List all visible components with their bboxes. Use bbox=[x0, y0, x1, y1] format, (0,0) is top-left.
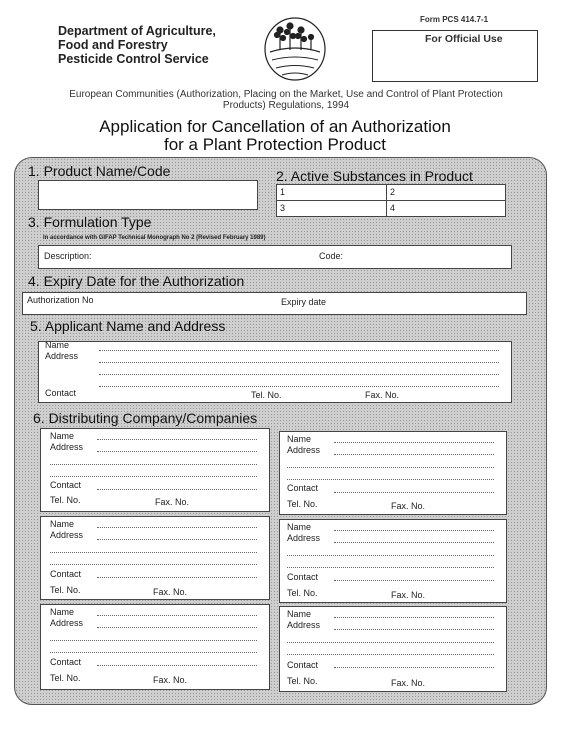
distributor-contact-line[interactable] bbox=[97, 577, 257, 578]
section-2-heading: 2. Active Substances in Product bbox=[276, 168, 473, 184]
distributor-tel-label: Tel. No. bbox=[287, 588, 318, 598]
distributor-tel-label: Tel. No. bbox=[287, 676, 318, 686]
distributor-contact-line[interactable] bbox=[334, 667, 494, 668]
applicant-address-line[interactable] bbox=[99, 362, 499, 363]
formulation-note: In accordance with GIFAP Technical Monograph No 2 (Revised February 1989) bbox=[43, 235, 266, 241]
distributor-contact-line[interactable] bbox=[97, 489, 257, 490]
distributor-contact-line[interactable] bbox=[97, 665, 257, 666]
distributor-name-label: Name bbox=[50, 607, 75, 617]
department-line-1: Department of Agriculture, bbox=[58, 24, 216, 38]
distributor-contact-label: Contact bbox=[287, 483, 319, 493]
distributor-name-line[interactable] bbox=[334, 617, 494, 618]
applicant-address-label: Address bbox=[45, 351, 79, 361]
department-line-2: Food and Forestry bbox=[58, 38, 168, 52]
distributor-address-line[interactable] bbox=[50, 476, 257, 477]
department-logo bbox=[256, 14, 334, 84]
distributor-address-line[interactable] bbox=[334, 542, 494, 543]
distributor-address-line[interactable] bbox=[50, 564, 257, 565]
distributor-address-label: Address bbox=[50, 530, 84, 540]
department-line-3: Pesticide Control Service bbox=[58, 52, 209, 66]
distributor-address-label: Address bbox=[287, 620, 321, 630]
distributor-contact-label: Contact bbox=[50, 569, 82, 579]
code-field[interactable] bbox=[354, 248, 504, 265]
expiry-date-field[interactable] bbox=[343, 295, 513, 311]
distributor-box bbox=[279, 606, 507, 692]
distributor-address-line[interactable] bbox=[334, 629, 494, 630]
distributor-box bbox=[40, 516, 270, 600]
distributor-contact-label: Contact bbox=[50, 657, 82, 667]
form-title bbox=[40, 118, 510, 154]
distributor-address-line[interactable] bbox=[287, 479, 494, 480]
active-substance-cell[interactable]: 3 bbox=[280, 203, 286, 213]
distributor-address-line[interactable] bbox=[97, 451, 257, 452]
section-1-heading: 1. Product Name/Code bbox=[28, 163, 171, 179]
applicant-tel-label: Tel. No. bbox=[251, 390, 282, 400]
distributor-fax-label: Fax. No. bbox=[391, 590, 426, 600]
section-4-heading: 4. Expiry Date for the Authorization bbox=[28, 273, 245, 289]
distributor-address-line[interactable] bbox=[50, 552, 257, 553]
distributor-contact-line[interactable] bbox=[334, 580, 494, 581]
distributor-name-line[interactable] bbox=[97, 439, 257, 440]
form-title-line-1: Application for Cancellation of an Authorization bbox=[99, 117, 451, 136]
section-6-heading: 6. Distributing Company/Companies bbox=[33, 410, 258, 426]
distributor-name-label: Name bbox=[287, 609, 312, 619]
distributor-address-line[interactable] bbox=[287, 642, 494, 643]
distributor-tel-label: Tel. No. bbox=[50, 495, 81, 505]
applicant-fax-label: Fax. No. bbox=[365, 390, 400, 400]
distributor-name-label: Name bbox=[50, 519, 75, 529]
product-name-field[interactable] bbox=[38, 180, 258, 210]
distributor-tel-label: Tel. No. bbox=[50, 585, 81, 595]
distributor-tel-label: Tel. No. bbox=[287, 499, 318, 509]
applicant-name-line[interactable] bbox=[99, 350, 499, 351]
distributor-tel-label: Tel. No. bbox=[50, 673, 81, 683]
applicant-address-line[interactable] bbox=[99, 386, 499, 387]
distributor-address-label: Address bbox=[50, 618, 84, 628]
distributor-box bbox=[279, 519, 507, 603]
distributor-fax-label: Fax. No. bbox=[391, 678, 426, 688]
distributor-box bbox=[40, 604, 270, 690]
description-label: Description: bbox=[44, 251, 92, 261]
code-label: Code: bbox=[319, 251, 344, 261]
distributor-address-line[interactable] bbox=[287, 567, 494, 568]
distributor-name-line[interactable] bbox=[334, 530, 494, 531]
distributor-contact-line[interactable] bbox=[334, 492, 494, 493]
distributor-name-line[interactable] bbox=[97, 615, 257, 616]
expiry-date-label: Expiry date bbox=[281, 297, 327, 307]
distributor-contact-label: Contact bbox=[287, 572, 319, 582]
description-field[interactable] bbox=[109, 248, 309, 265]
distributor-contact-label: Contact bbox=[287, 660, 319, 670]
active-substance-cell[interactable]: 2 bbox=[390, 187, 396, 197]
distributor-name-label: Name bbox=[50, 431, 75, 441]
distributor-address-line[interactable] bbox=[287, 467, 494, 468]
applicant-address-line[interactable] bbox=[99, 374, 499, 375]
distributor-address-line[interactable] bbox=[50, 640, 257, 641]
distributor-box bbox=[40, 428, 270, 512]
authorization-no-field[interactable] bbox=[111, 295, 271, 311]
distributor-address-line[interactable] bbox=[97, 627, 257, 628]
distributor-address-line[interactable] bbox=[50, 464, 257, 465]
distributor-address-line[interactable] bbox=[287, 654, 494, 655]
distributor-address-label: Address bbox=[287, 533, 321, 543]
applicant-name-label: Name bbox=[45, 340, 70, 350]
distributor-contact-label: Contact bbox=[50, 480, 82, 490]
applicant-box bbox=[38, 341, 512, 403]
distributor-address-label: Address bbox=[50, 442, 84, 452]
department-name bbox=[58, 24, 216, 66]
distributor-box bbox=[279, 431, 507, 515]
distributor-address-line[interactable] bbox=[50, 652, 257, 653]
form-title-line-2: for a Plant Protection Product bbox=[163, 135, 387, 154]
active-substances-table bbox=[276, 184, 506, 217]
expiry-box bbox=[22, 292, 527, 315]
official-use-label: For Official Use bbox=[425, 33, 503, 45]
authorization-no-label: Authorization No bbox=[27, 295, 94, 305]
distributor-name-line[interactable] bbox=[97, 527, 257, 528]
distributor-name-label: Name bbox=[287, 434, 312, 444]
distributor-address-line[interactable] bbox=[287, 555, 494, 556]
section-5-heading: 5. Applicant Name and Address bbox=[30, 318, 226, 334]
active-substance-cell[interactable]: 1 bbox=[280, 187, 286, 197]
distributor-name-line[interactable] bbox=[334, 442, 494, 443]
form-number: Form PCS 414.7-1 bbox=[420, 15, 489, 24]
distributor-address-line[interactable] bbox=[334, 454, 494, 455]
distributor-address-line[interactable] bbox=[97, 539, 257, 540]
distributor-fax-label: Fax. No. bbox=[153, 675, 188, 685]
formulation-box bbox=[38, 245, 512, 269]
distributor-fax-label: Fax. No. bbox=[153, 587, 188, 597]
applicant-contact-label: Contact bbox=[45, 388, 77, 398]
distributor-fax-label: Fax. No. bbox=[391, 501, 426, 511]
section-3-heading: 3. Formulation Type bbox=[28, 214, 152, 230]
distributor-address-label: Address bbox=[287, 445, 321, 455]
regulations-text: European Communities (Authorization, Placing on the Market, Use and Control of Plant Protection Products) Regulations, 1994 bbox=[69, 89, 503, 111]
distributor-name-label: Name bbox=[287, 522, 312, 532]
distributor-fax-label: Fax. No. bbox=[155, 497, 190, 507]
active-substance-cell[interactable]: 4 bbox=[390, 203, 396, 213]
